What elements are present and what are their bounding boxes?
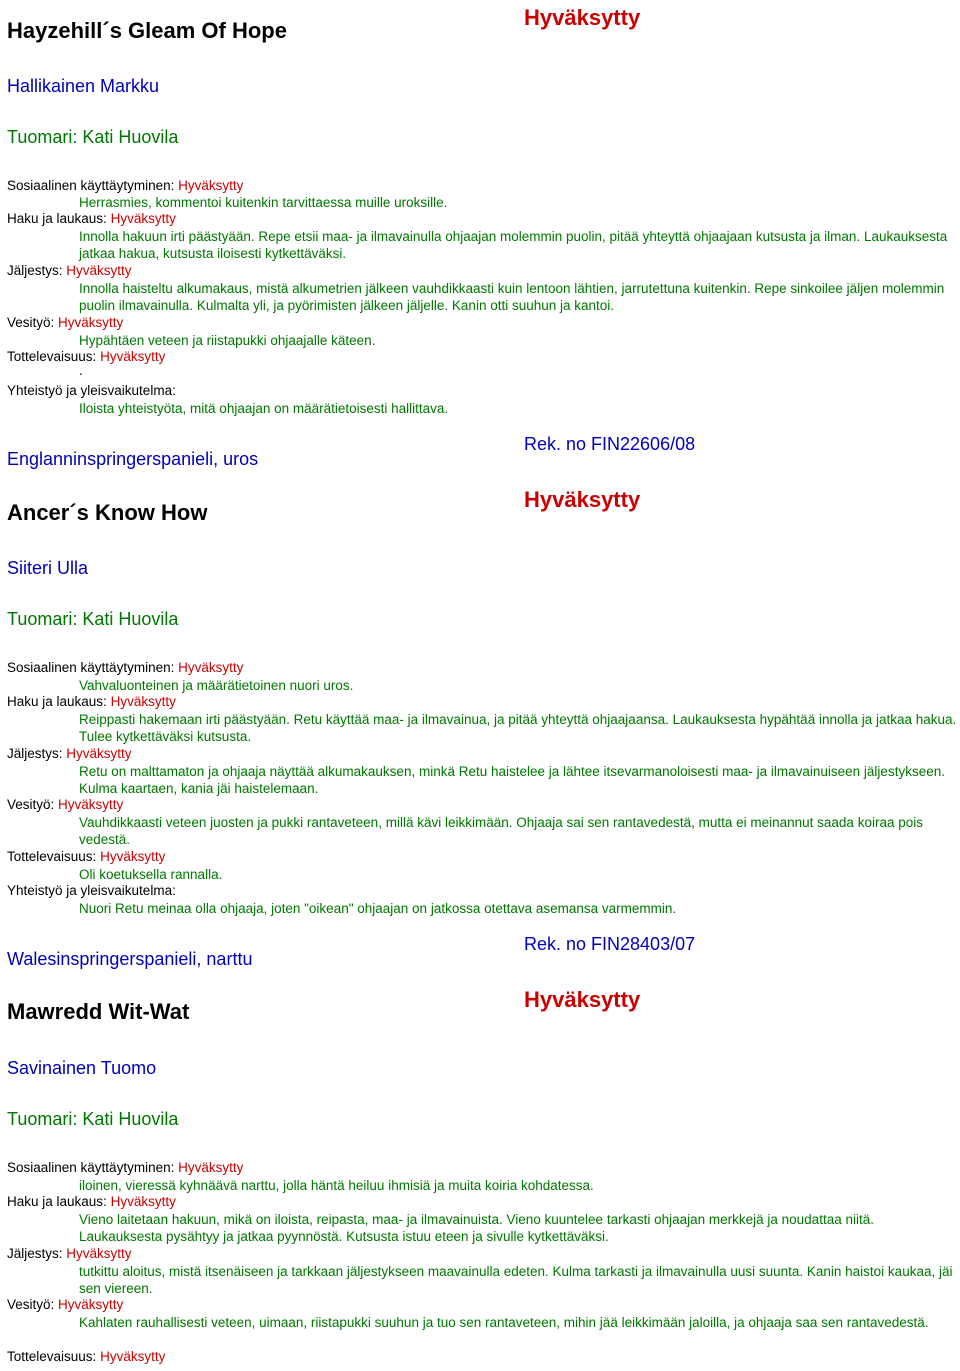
category-value: Hyväksytty [100, 849, 166, 864]
category-comment: Nuori Retu meinaa olla ohjaaja, joten "oikean" ohjaajan on jatkossa otettava asemansa varmemmin. [79, 901, 677, 916]
breed-label: Englanninspringerspanieli, uros [7, 449, 259, 469]
category-value: Hyväksytty [110, 211, 176, 226]
category-comment: Innolla haisteltu alkumakaus, mistä alkumetrien jälkeen vauhdikkaasti kuin lentoon lähtien, jarrutettuna kuitenkin. Repe sinkoilee jäljen molemmin puolin ilmavainulla. Kulmalta yli, ja pyörimisten jälkeen jäljelle. Kanin otti suuhun ja kantoi. [79, 281, 945, 313]
breed-label: Walesinspringerspanieli, narttu [7, 949, 253, 969]
category-label: Jäljestys: Hyväksytty [7, 746, 132, 761]
category-label: Vesityö: Hyväksytty [7, 315, 124, 330]
category-comment: Herrasmies, kommentoi kuitenkin tarvittaessa muille uroksille. [79, 195, 448, 210]
category-value: Hyväksytty [178, 178, 244, 193]
result-badge: Hyväksytty [524, 987, 641, 1012]
category-label: Sosiaalinen käyttäytyminen: Hyväksytty [7, 178, 244, 193]
category-value: Hyväksytty [100, 1349, 166, 1364]
dog-name: Hayzehill´s Gleam Of Hope [7, 18, 287, 43]
category-value: Hyväksytty [58, 1297, 124, 1312]
category-comment: Kahlaten rauhallisesti veteen, uimaan, riistapukki suuhun ja tuo sen rantaveteen, mihin jää leikkimään jaloilla, ja ohjaaja saa sen rantavedestä. [79, 1315, 929, 1330]
category-label: Yhteistyö ja yleisvaikutelma: [7, 883, 176, 898]
category-value: Hyväksytty [58, 797, 124, 812]
category-comment: iloinen, vieressä kyhnäävä narttu, jolla häntä heiluu ihmisiä ja muita koiria kohdatessa. [79, 1178, 594, 1193]
registration-number: Rek. no FIN28403/07 [524, 934, 696, 954]
category-comment: Vahvaluonteinen ja määrätietoinen nuori uros. [79, 678, 354, 693]
category-label: Tottelevaisuus: Hyväksytty [7, 1349, 166, 1364]
category-label: Haku ja laukaus: Hyväksytty [7, 211, 176, 226]
category-comment: Iloista yhteistyöta, mitä ohjaajan on määrätietoisesti hallittava. [79, 401, 449, 416]
category-label: Vesityö: Hyväksytty [7, 797, 124, 812]
category-label: Tottelevaisuus: Hyväksytty [7, 349, 166, 364]
result-badge: Hyväksytty [524, 5, 641, 30]
judge-name: Tuomari: Kati Huovila [7, 609, 179, 629]
dog-name: Ancer´s Know How [7, 500, 208, 525]
category-label: Sosiaalinen käyttäytyminen: Hyväksytty [7, 660, 244, 675]
category-comment: Vieno laitetaan hakuun, mikä on iloista, reipasta, maa- ja ilmavainuista. Vieno kuuntelee tarkasti ohjaajan merkkejä ja noudattaa niitä. Laukauksesta pysähtyy ja jatkaa pyynnöstä. Kutsusta istuu eteen ja sivulle kytkettäväksi. [79, 1212, 874, 1244]
category-label: Sosiaalinen käyttäytyminen: Hyväksytty [7, 1160, 244, 1175]
registration-number: Rek. no FIN22606/08 [524, 434, 696, 454]
category-label: Tottelevaisuus: Hyväksytty [7, 849, 166, 864]
category-comment: tutkittu aloitus, mistä itsenäiseen ja tarkkaan jäljestykseen maavainulla edeten. Kulma tarkasti ja ilmavainulla uusi suunta. Kanin haistoi kaukaa, jäi sen viereen. [79, 1264, 953, 1296]
category-value: Hyväksytty [66, 746, 132, 761]
category-value: Hyväksytty [66, 1246, 132, 1261]
judge-name: Tuomari: Kati Huovila [7, 127, 179, 147]
handler-name: Hallikainen Markku [7, 76, 160, 96]
category-comment: Hypähtäen veteen ja riistapukki ohjaajalle käteen. [79, 333, 376, 348]
handler-name: Savinainen Tuomo [7, 1058, 157, 1078]
category-comment: Retu on malttamaton ja ohjaaja näyttää alkumakauksen, minkä Retu haistelee ja lähtee itsevarmanoloisesti maa- ja ilmavainuiseen jäljestykseen. Kulma kaartaen, kania jäi haistelemaan. [79, 764, 945, 796]
judge-name: Tuomari: Kati Huovila [7, 1109, 179, 1129]
category-label: Yhteistyö ja yleisvaikutelma: [7, 383, 176, 398]
category-comment: Vauhdikkaasti veteen juosten ja pukki rantaveteen, millä kävi leikkimään. Ohjaaja sai sen rantavedestä, mutta ei meinannut saada koiraa pois vedestä. [79, 815, 923, 847]
category-value: Hyväksytty [58, 315, 124, 330]
category-comment: Oli koetuksella rannalla. [79, 867, 223, 882]
handler-name: Siiteri Ulla [7, 558, 89, 578]
category-value: Hyväksytty [178, 1160, 244, 1175]
category-label: Haku ja laukaus: Hyväksytty [7, 1194, 176, 1209]
result-badge: Hyväksytty [524, 487, 641, 512]
category-comment: Innolla hakuun irti päästyään. Repe etsii maa- ja ilmavainulla ohjaajan molemmin puolin, pitää yhteyttä ohjaajaan kutsusta ja ilman. Laukauksesta jatkaa hakua, kutsusta iloisesti kytkettäväksi. [79, 229, 948, 261]
category-label: Jäljestys: Hyväksytty [7, 263, 132, 278]
category-label: Jäljestys: Hyväksytty [7, 1246, 132, 1261]
category-label: Haku ja laukaus: Hyväksytty [7, 694, 176, 709]
category-value: Hyväksytty [66, 263, 132, 278]
category-comment: . [79, 363, 83, 378]
category-value: Hyväksytty [178, 660, 244, 675]
category-value: Hyväksytty [110, 694, 176, 709]
category-comment: Reippasti hakemaan irti päästyään. Retu käyttää maa- ja ilmavainua, ja pitää yhteyttä ohjaajaansa. Laukauksesta hypähtää innolla ja jatkaa hakua. Tulee kytkettäväksi kutsusta. [79, 712, 957, 744]
dog-name: Mawredd Wit-Wat [7, 999, 190, 1024]
category-value: Hyväksytty [100, 349, 166, 364]
category-value: Hyväksytty [110, 1194, 176, 1209]
category-label: Vesityö: Hyväksytty [7, 1297, 124, 1312]
